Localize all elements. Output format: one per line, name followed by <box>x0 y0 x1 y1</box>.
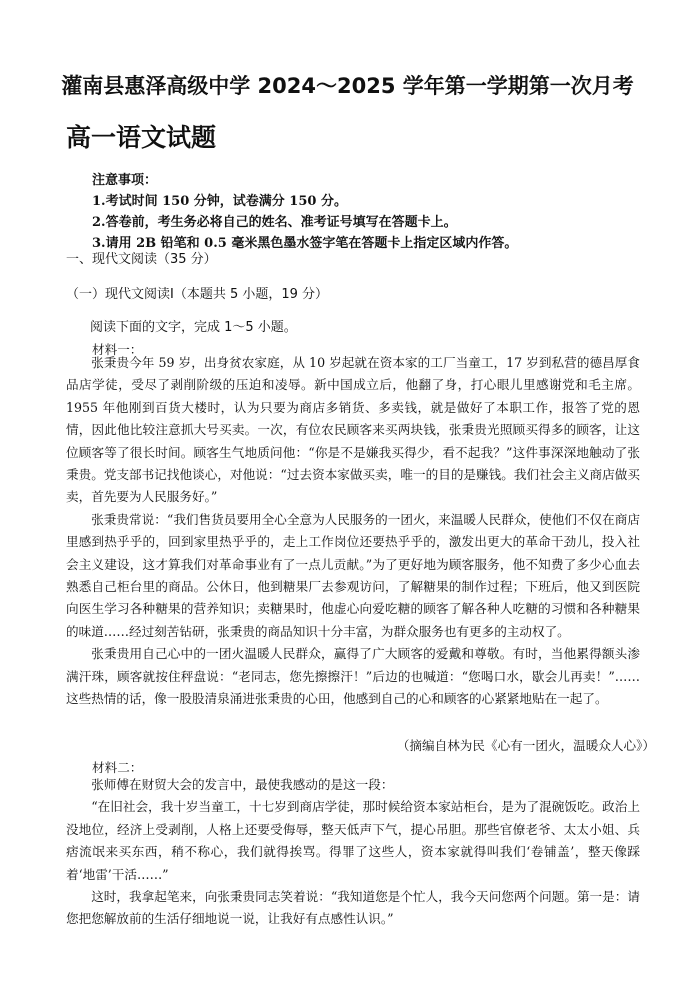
paragraph: “在旧社会，我十岁当童工，十七岁到商店学徒，那时候给资本家站柜台，是为了混碗饭吃。政治上没地位，经济上受剥削，人格上还要受侮辱，整天低声下气，提心吊胆。那些官僚老爷、太太小姐、兵痞流氓来买东西，稍不称心，我们就得挨骂。得罪了这些人，资本家就得叫我们‘卷铺盖’，整天像踩着‘地雷’干活……” <box>66 799 640 882</box>
material-one-source: （摘编自林为民《心有一团火，温暖众人心》） <box>396 738 655 753</box>
material-two-text <box>66 774 640 931</box>
notes-heading: 注意事项： <box>92 173 158 188</box>
exam-notes <box>92 170 517 254</box>
material-one-label: 材料一： <box>92 342 143 357</box>
exam-title: 灌南县惠泽高级中学 2024～2025 学年第一学期第一次月考 <box>61 74 634 98</box>
notes-item: 2.答卷前，考生务必将自己的姓名、准考证号填写在答题卡上。 <box>92 215 457 230</box>
subject-title: 高一语文试题 <box>66 123 217 152</box>
material-two-label: 材料二： <box>92 760 143 775</box>
notes-item: 1.考试时间 150 分钟，试卷满分 150 分。 <box>92 194 347 209</box>
paragraph: 张秉贵用自己心中的一团火温暖人民群众，赢得了广大顾客的爱戴和尊敬。有时，当他累得额头渗满汗珠，顾客就按住秤盘说：“老同志，您先擦擦汗！”后边的也喊道：“您喝口水，歇会儿再卖！”……这些热情的话，像一股股清泉涌进张秉贵的心田，他感到自己的心和顾客的心紧紧地贴在一起了。 <box>66 646 640 707</box>
paragraph: 张秉贵常说：“我们售货员要用全心全意为人民服务的一团火，来温暖人民群众，使他们不仅在商店里感到热乎乎的，回到家里热乎乎的，走上工作岗位还要热乎乎的，激发出更大的革命干劲儿，投入社会主义建设，这才算我们对革命事业有了一点儿贡献。”为了更好地为顾客服务，他不知费了多少心血去熟悉自己柜台里的商品。公休日，他到糖果厂去参观访问，了解糖果的制作过程；下班后，他又到医院向医生学习各种糖果的营养知识；卖糖果时，他虚心向爱吃糖的顾客了解各种人吃糖的习惯和各种糖果的味道……经过刻苦钻研，张秉贵的商品知识十分丰富，为群众服务也有更多的主动权了。 <box>66 511 640 639</box>
subsection-heading: （一）现代文阅读Ⅰ（本题共 5 小题，19 分） <box>66 287 329 302</box>
material-one-text <box>66 352 640 711</box>
paragraph: 张师傅在财贸大会的发言中，最使我感动的是这一段： <box>91 777 394 792</box>
notes-item: 3.请用 2B 铅笔和 0.5 毫米黑色墨水签字笔在答题卡上指定区域内作答。 <box>92 236 518 251</box>
section-heading: 一、现代文阅读（35 分） <box>66 252 217 267</box>
paragraph: 这时，我拿起笔来，向张秉贵同志笑着说：“我知道您是个忙人，我今天问您两个问题。第一是：请您把您解放前的生活仔细地说一说，让我好有点感性认识。” <box>66 889 640 927</box>
reading-instruction: 阅读下面的文字，完成 1～5 小题。 <box>90 320 297 335</box>
paragraph: 张秉贵今年 59 岁，出身贫农家庭，从 10 岁起就在资本家的工厂当童工，17 岁到私营的德昌厚食品店学徒，受尽了剥削阶级的压迫和凌辱。新中国成立后，他翻了身，打心眼儿里感谢党和毛主席。1955 年他刚到百货大楼时，认为只要为商店多销货、多卖钱，就是做好了本职工作，报答了党的恩情，因此他比较注意抓大号买卖。一次，有位农民顾客来买两块钱，张秉贵光照顾买得多的顾客，让这位顾客等了很长时间。顾客生气地质问他：“你是不是嫌我买得少，看不起我？”这件事深深地触动了张秉贵。党支部书记找他谈心，对他说：“过去资本家做买卖，唯一的目的是赚钱。我们社会主义商店做买卖，首先要为人民服务好。” <box>66 355 640 505</box>
